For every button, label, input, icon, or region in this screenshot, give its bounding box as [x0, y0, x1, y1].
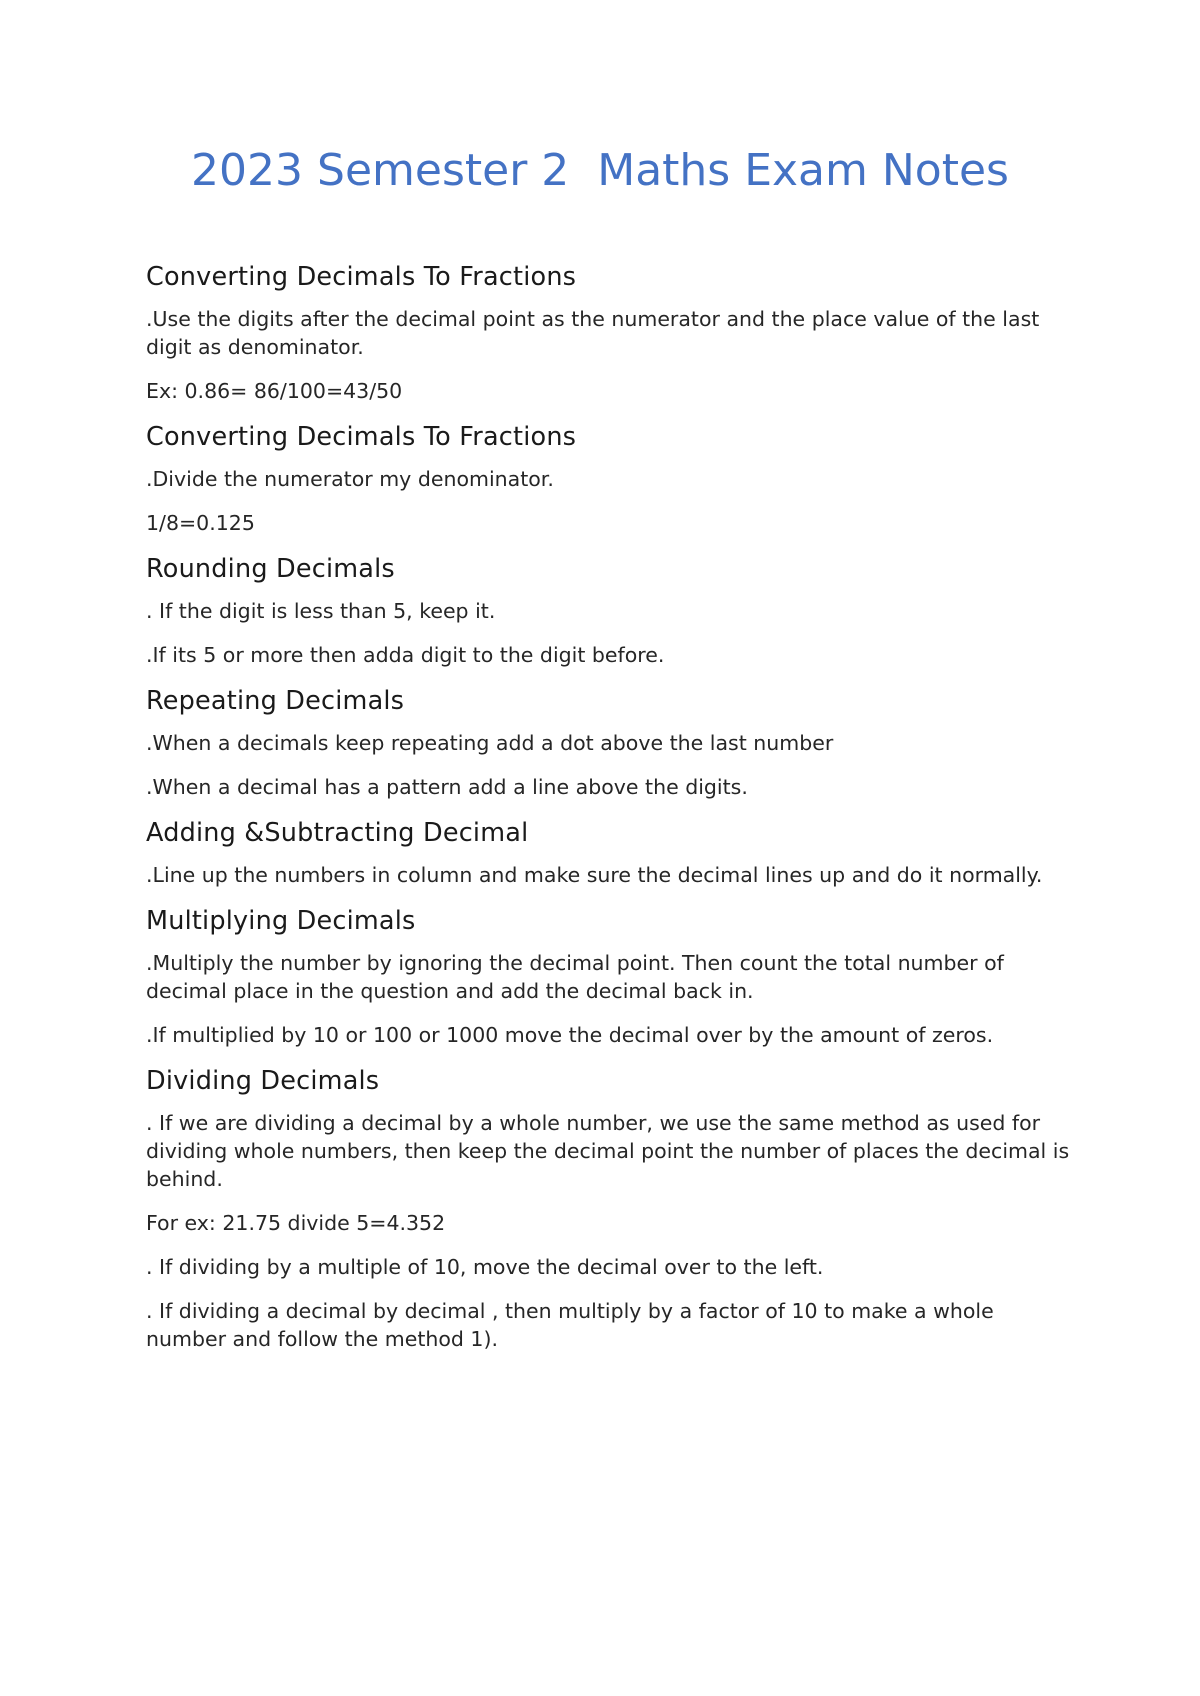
section-repeating-decimals [146, 683, 1076, 801]
note-paragraph: .If its 5 or more then adda digit to the digit before. [146, 643, 665, 667]
section-dividing-decimals [146, 1063, 1076, 1353]
page-title: 2023 Semester 2 Maths Exam Notes [191, 145, 1009, 196]
example-paragraph: 1/8=0.125 [146, 511, 255, 535]
section-heading: Converting Decimals To Fractions [146, 262, 577, 292]
section-heading: Converting Decimals To Fractions [146, 422, 577, 452]
note-paragraph: . If dividing a decimal by decimal , then multiply by a factor of 10 to make a whole number and follow the method 1). [146, 1299, 994, 1351]
section-multiplying-decimals [146, 903, 1076, 1049]
section-heading: Multiplying Decimals [146, 906, 416, 936]
note-paragraph: . If dividing by a multiple of 10, move the decimal over to the left. [146, 1255, 824, 1279]
section-heading: Adding &Subtracting Decimal [146, 818, 529, 848]
example-paragraph: Ex: 0.86= 86/100=43/50 [146, 379, 403, 403]
section-heading: Dividing Decimals [146, 1066, 380, 1096]
section-decimals-to-fractions [146, 259, 1076, 405]
note-paragraph: .Line up the numbers in column and make sure the decimal lines up and do it normally. [146, 863, 1043, 887]
note-paragraph: .Use the digits after the decimal point as the numerator and the place value of the last digit as denominator. [146, 307, 1040, 359]
section-heading: Rounding Decimals [146, 554, 395, 584]
note-paragraph: .When a decimal has a pattern add a line above the digits. [146, 775, 748, 799]
section-adding-subtracting [146, 815, 1076, 889]
note-paragraph: .Multiply the number by ignoring the decimal point. Then count the total number of decimal place in the question and add the decimal back in. [146, 951, 1004, 1003]
notes-body [146, 259, 1076, 1353]
note-paragraph: . If the digit is less than 5, keep it. [146, 599, 496, 623]
section-rounding-decimals [146, 551, 1076, 669]
example-paragraph: For ex: 21.75 divide 5=4.352 [146, 1211, 446, 1235]
section-fractions-to-decimals [146, 419, 1076, 537]
note-paragraph: .When a decimals keep repeating add a dot above the last number [146, 731, 834, 755]
section-heading: Repeating Decimals [146, 686, 405, 716]
note-paragraph: . If we are dividing a decimal by a whole number, we use the same method as used for dividing whole numbers, then keep the decimal point the number of places the decimal is behind. [146, 1111, 1070, 1191]
note-paragraph: .If multiplied by 10 or 100 or 1000 move the decimal over by the amount of zeros. [146, 1023, 994, 1047]
note-paragraph: .Divide the numerator my denominator. [146, 467, 554, 491]
